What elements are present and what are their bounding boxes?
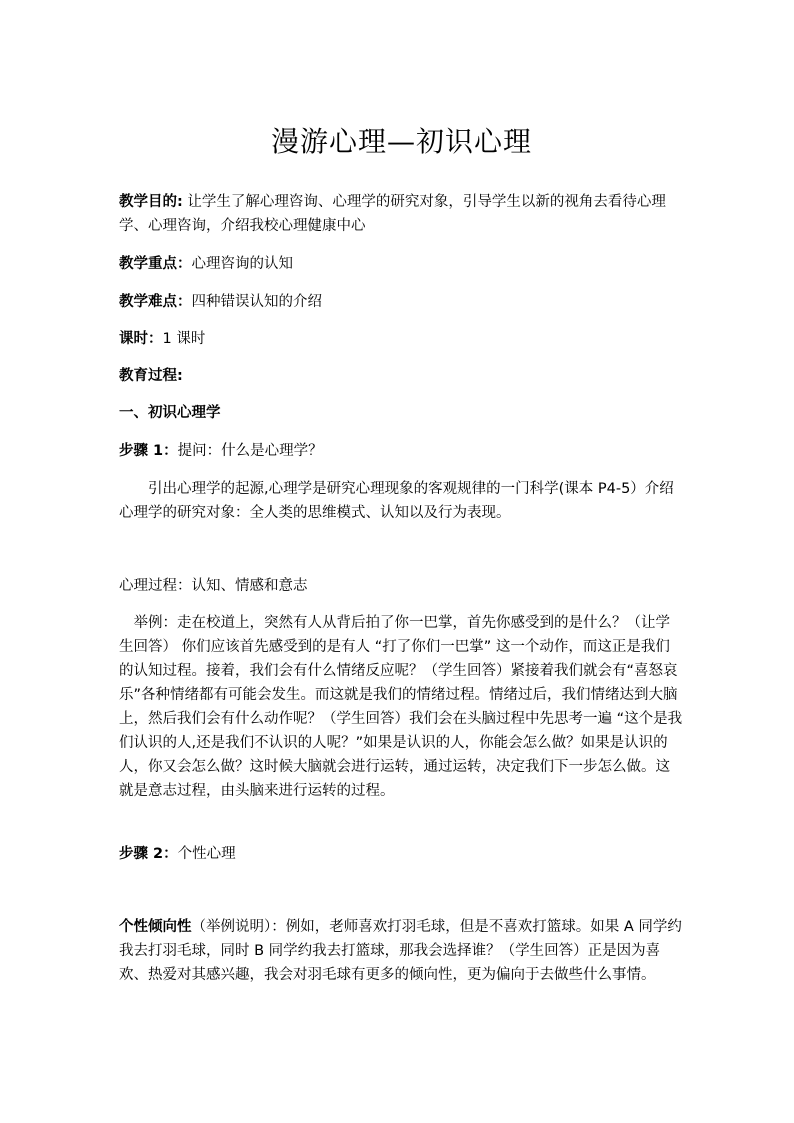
step1-text: 提问：什么是心理学？ <box>177 443 323 459</box>
difficulty-paragraph: 教学难点：四种错误认知的介绍 <box>119 294 322 310</box>
personality-text: （举例说明）：例如，老师喜欢打羽毛球，但是不喜欢打篮球。如果 A 同学约我去打羽毛球，同时 B 同学约我去打篮球，那我会选择谁？（学生回答）正是因为喜欢、热爱对其感兴趣，我会对羽毛球有更多的倾向性，更为偏向于去做些什么事情。 <box>119 919 682 983</box>
difficulty-text: 四种错误认知的介绍 <box>191 294 322 310</box>
class-hours-text: 1 课时 <box>162 331 206 347</box>
psych-process-line: 心理过程：认知、情感和意志 <box>119 578 308 594</box>
objective-text: 让学生了解心理咨询、心理学的研究对象，引导学生以新的视角去看待心理学、心理咨询，介绍我校心理健康中心 <box>119 194 666 234</box>
step2-text: 个性心理 <box>177 846 236 862</box>
page-title: 漫游心理—初识心理 <box>270 125 532 158</box>
class-hours-paragraph: 课时：1 课时 <box>119 331 206 347</box>
step1-paragraph: 步骤 1：提问：什么是心理学？ <box>119 443 323 459</box>
key-point-label: 教学重点 <box>119 256 177 272</box>
class-hours-label: 课时 <box>119 331 148 347</box>
key-point-text: 心理咨询的认知 <box>191 256 293 272</box>
document-page <box>119 0 684 1123</box>
personality-paragraph <box>119 915 684 987</box>
step2-paragraph: 步骤 2：个性心理 <box>119 846 236 862</box>
difficulty-label: 教学难点 <box>119 294 177 310</box>
process-heading: 教育过程: <box>119 368 183 384</box>
section1-heading: 一、初识心理学 <box>119 405 221 421</box>
key-point-paragraph: 教学重点：心理咨询的认知 <box>119 256 293 272</box>
example-paragraph: 举例：走在校道上，突然有人从背后拍了你一巴掌，首先你感受到的是什么？（让学生回答） 你们应该首先感受到的是有人 “打了你们一巴掌” 这一个动作，而这正是我们的认知过程。接着，我们会有什么情绪反应呢？（学生回答）紧接着我们就会有“喜怒哀乐”各种情绪都有可能会发生。而这就是我们的情绪过程。情绪过后，我们情绪达到大脑上，然后我们会有什么动作呢？（学生回答）我们会在头脑过程中先思考一遍 “这个是我们认识的人,还是我们不认识的人呢？”如果是认识的人，你能会怎么做？如果是认识的人，你又会怎么做？这时候大脑就会进行运转，通过运转，决定我们下一步怎么做。这就是意志过程，由头脑来进行运转的过程。 <box>119 615 683 799</box>
step2-label: 步骤 2 <box>119 846 164 862</box>
personality-label: 个性倾向性 <box>119 919 192 935</box>
objective-paragraph: 教学目的: 让学生了解心理咨询、心理学的研究对象，引导学生以新的视角去看待心理学、心理咨询，介绍我校心理健康中心 <box>119 194 666 234</box>
step1-label: 步骤 1 <box>119 443 164 459</box>
intro-paragraph: 引出心理学的起源,心理学是研究心理现象的客观规律的一门科学(课本 P4-5）介绍心理学的研究对象：全人类的思维模式、认知以及行为表现。 <box>119 481 674 521</box>
objective-label: 教学目的 <box>119 194 177 210</box>
